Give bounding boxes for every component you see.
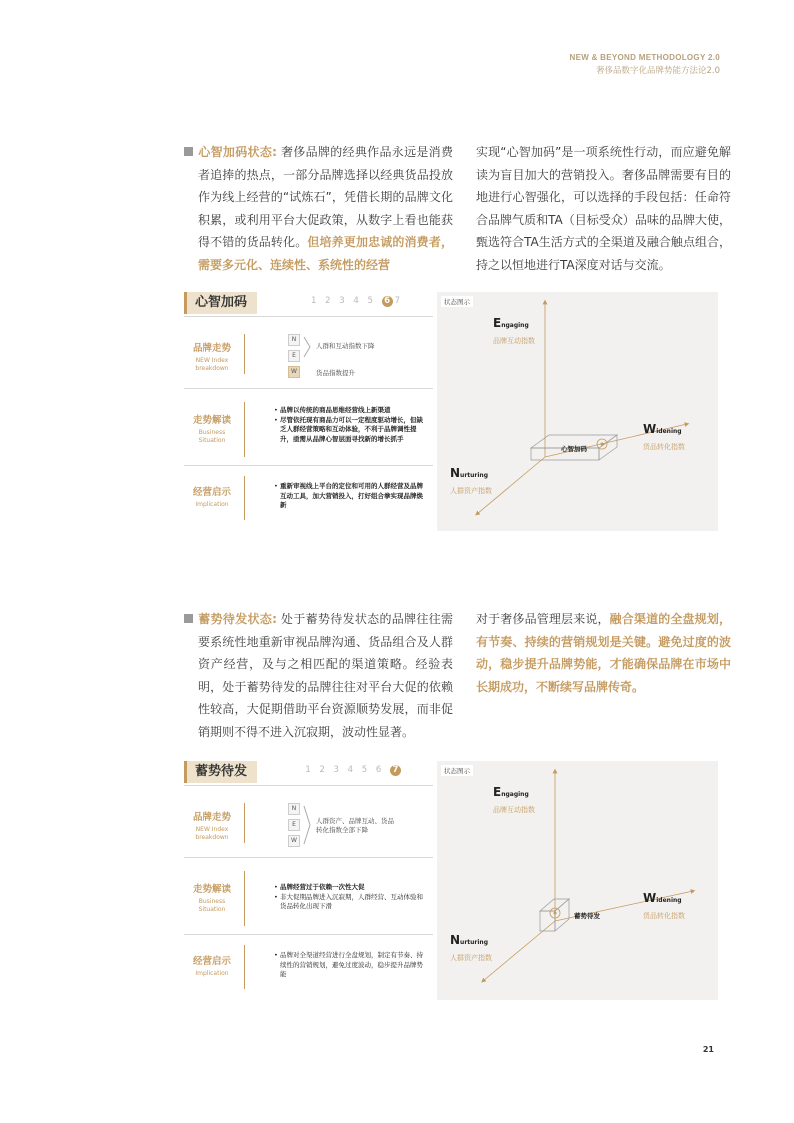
row-subtitle: Business Situation (198, 898, 226, 913)
bullet-item: • 品牌以传统的商品思维经营线上新渠道 (274, 406, 426, 416)
row-subtitle: NEW Index breakdown (195, 357, 229, 372)
state-diagram-label: 状态图示 (441, 765, 473, 776)
cube-state-label: 心智加码 (561, 445, 587, 453)
page-header (570, 53, 721, 76)
status-tag: 蓄势待发 (184, 761, 257, 783)
e-axis-label: Engaging (493, 785, 529, 799)
bullet-item: • 尽管依托现有商品力可以一定程度驱动增长，但缺乏人群经营策略和互动体验，不利于品牌调性提升，亟需从品牌心智层面寻找新的增长抓手 (274, 416, 426, 445)
section2-right-text (476, 608, 731, 698)
tag-divider (184, 316, 433, 317)
w-axis-label: Widening (643, 891, 682, 905)
row-business-situation (184, 861, 433, 931)
section2-right-intro: 对于奢侈品管理层来说， (476, 612, 610, 626)
e-axis-label: Engaging (493, 316, 529, 330)
row-title: 走势解读 (192, 884, 231, 895)
row-subtitle: Implication (195, 501, 229, 508)
row-subtitle: NEW Index breakdown (195, 826, 229, 841)
n-axis-caption: 人群资产指数 (450, 954, 492, 962)
row-accent-bar (244, 402, 245, 457)
cube-state-label: 蓄势待发 (574, 912, 600, 920)
bullet-square-icon (184, 614, 193, 623)
bullet-item: • 非大促期品牌进入沉寂期，人群经营、互动体验和货品转化出现下滑 (274, 893, 426, 912)
row-brand-trend: 品牌走势 NEW Index breakdown N E W 人群资产、品牌互动、货品转化指数全部下降 (184, 789, 433, 854)
w-axis-caption: 货品转化指数 (643, 912, 685, 920)
w-axis-caption: 货品转化指数 (643, 443, 685, 451)
n-axis-label: Nurturing (450, 933, 488, 947)
situation-bullets (274, 883, 426, 912)
row-subtitle: Implication (195, 970, 229, 977)
current-stage-badge: 6 (382, 296, 393, 307)
section1-right-text (476, 141, 731, 276)
row-title: 经营启示 (192, 487, 231, 498)
e-axis-caption: 品牌互动指数 (493, 806, 535, 814)
stage-indicator: 1 2 3 4 5 6 7 (305, 765, 403, 776)
situation-bullets (274, 406, 426, 444)
header-methodology-cn: 奢侈品数字化品牌势能方法论2.0 (595, 66, 720, 76)
bullet-item: • 品牌对全渠道经营进行全盘规划，制定有节奏、持续性的营销规划，避免过度波动，稳步提升品牌势能 (274, 951, 426, 980)
implication-bullets (274, 951, 426, 980)
brace-icon (302, 805, 312, 845)
e-axis-caption: 品牌互动指数 (493, 337, 535, 345)
row-accent-bar (244, 871, 245, 926)
section1-lead: 心智加码状态: (198, 145, 277, 159)
page-number: 21 (702, 1045, 714, 1054)
row-subtitle: Business Situation (198, 429, 226, 444)
bullet-square-icon (184, 147, 193, 156)
section1-state-diagram (437, 292, 718, 531)
row-accent-bar (244, 334, 245, 374)
section2-body: 处于蓄势待发状态的品牌往往需要系统性地重新审视品牌沟通、货品组合及人群资产经营，及与之相匹配的渠道策略。经验表明，处于蓄势待发的品牌往往对平台大促的依赖性较高，大促期借助平台资源顺势发展，而非促销期则不得不进入沉寂期，波动性显著。 (198, 612, 453, 739)
n-box: N (288, 803, 300, 815)
w-axis-label: Widening (643, 422, 682, 436)
row-accent-bar (244, 803, 245, 843)
e-box: E (288, 819, 300, 831)
status-tag: 心智加码 (184, 292, 257, 314)
w-box: W (288, 366, 300, 378)
section1-right-body: 实现“心智加码”是一项系统性行动，而应避免解读为盲目加大的营销投入。奢侈品牌需要有目的地进行心智强化，可以选择的手段包括：任命符合品牌气质和TA（目标受众）品味的品牌大使，甄选符合TA生活方式的全渠道及融合触点组合，持之以恒地进行TA深度对话与交流。 (476, 145, 731, 272)
tag-divider (184, 785, 433, 786)
section2-status-card (184, 761, 433, 1000)
section1-highlight: 但培养更加忠诚的消费者，需要多元化、连续性、系统性的经营 (198, 235, 453, 272)
n-axis-label: Nurturing (450, 466, 488, 480)
bullet-item: • 品牌经营过于依赖一次性大促 (274, 883, 426, 893)
header-methodology-en: NEW & BEYOND METHODOLOGY 2.0 (569, 53, 720, 62)
n-axis-caption: 人群资产指数 (450, 487, 492, 495)
current-stage-badge: 7 (390, 765, 401, 776)
n-box: N (288, 334, 300, 346)
row-title: 品牌走势 (192, 812, 231, 823)
section2-left-text (198, 608, 453, 743)
row-accent-bar (244, 476, 245, 520)
w-box: W (288, 835, 300, 847)
section2-lead: 蓄势待发状态: (198, 612, 277, 626)
state-diagram-label: 状态图示 (441, 296, 473, 307)
row-business-situation (184, 392, 433, 462)
axes-diagram (437, 761, 718, 1000)
section2-highlight: 融合渠道的全盘规划，有节奏、持续的营销规划是关键。避免过度的波动，稳步提升品牌势能，才能确保品牌在市场中长期成功，不断续写品牌传奇。 (476, 612, 731, 694)
row-title: 经营启示 (192, 956, 231, 967)
e-box: E (288, 350, 300, 362)
section1-body: 奢侈品牌的经典作品永远是消费者追捧的热点，一部分品牌选择以经典货品投放作为线上经营的“试炼石”，凭借长期的品牌文化积累，或利用平台大促政策，从数字上看也能获得不错的货品转化。 (198, 145, 453, 249)
row-implication (184, 470, 433, 525)
brace-icon (302, 336, 312, 358)
section1-status-card (184, 292, 433, 531)
stage-indicator: 1 2 3 4 5 6 7 (311, 296, 403, 306)
row-implication (184, 939, 433, 994)
section2-state-diagram (437, 761, 718, 1000)
implication-bullets (274, 482, 426, 511)
row-brand-trend: 品牌走势 NEW Index breakdown N E W 人群和互动指数下降 货品指数提升 (184, 320, 433, 385)
section1-left-text (198, 141, 453, 276)
row-title: 走势解读 (192, 415, 231, 426)
row-title: 品牌走势 (192, 343, 231, 354)
bullet-item: • 重新审视线上平台的定位和可用的人群经营及品牌互动工具，加大营销投入，打好组合拳实现品牌焕新 (274, 482, 426, 511)
row-accent-bar (244, 945, 245, 989)
